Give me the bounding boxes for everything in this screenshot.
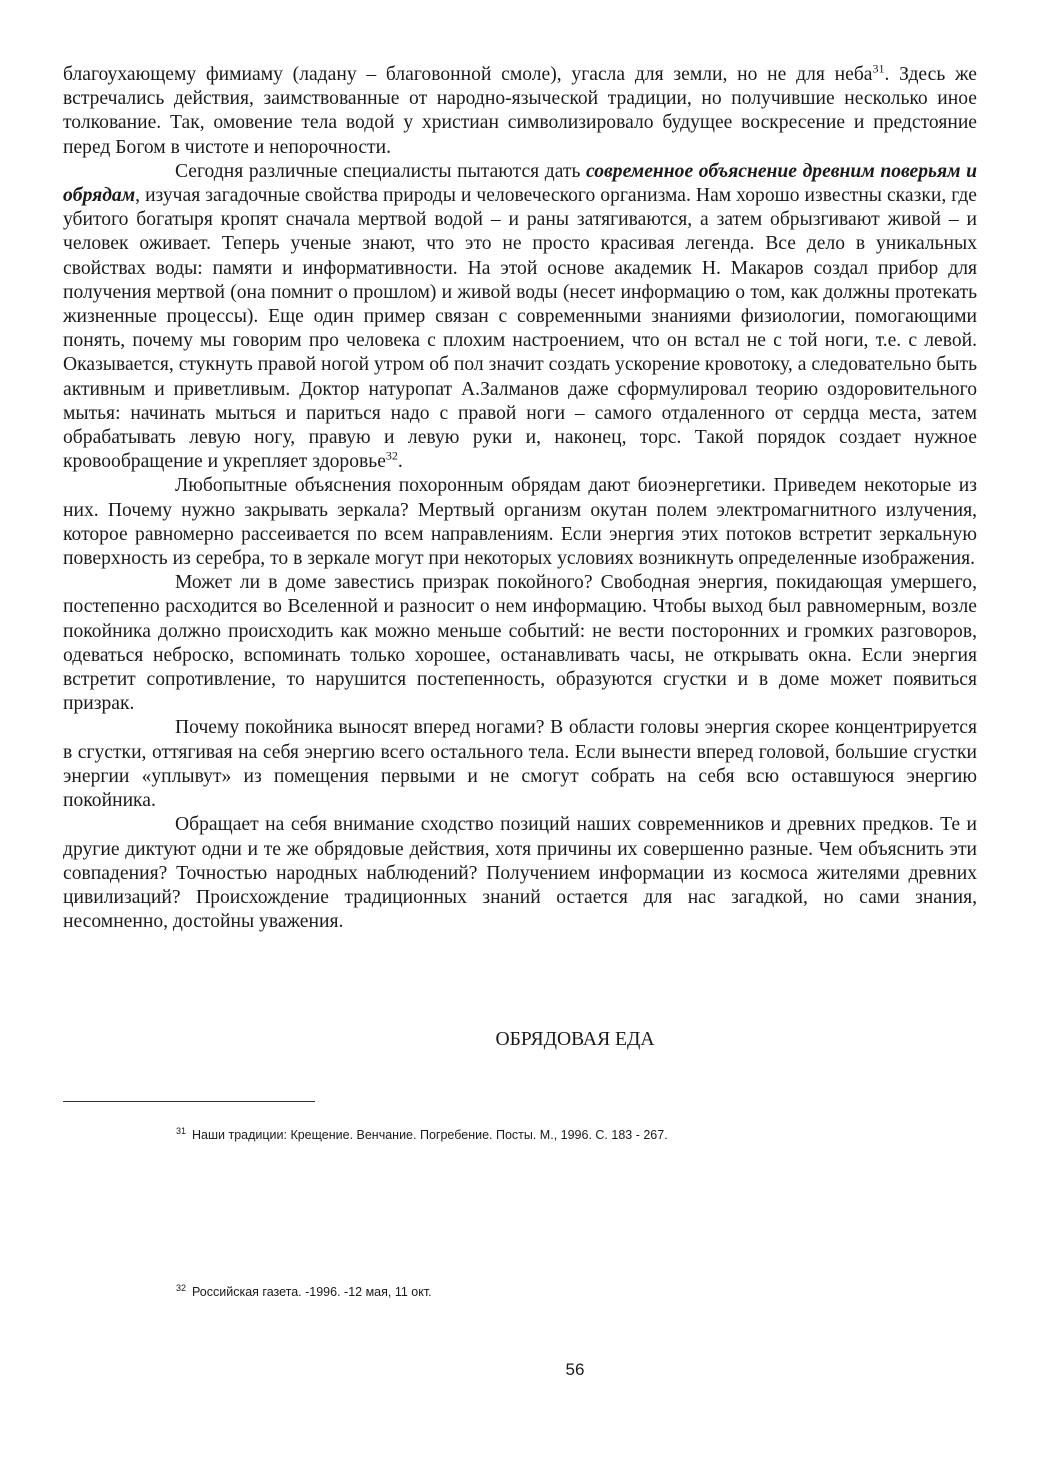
footnote-text: Наши традиции: Крещение. Венчание. Погребение. Посты. М., 1996. С. 183 - 267. (192, 1128, 668, 1142)
paragraph-4: Может ли в доме завестись призрак покойного? Свободная энергия, покидающая умершего, постепенно расходится во Вселенной и разносит о нем информацию. Чтобы выход был равномерным, возле покойника должно происходить как можно меньше событий: не вести посторонних и громких разговоров, одеваться неброско, вспоминать только хорошее, останавливать часы, не открывать окна. Если энергия встретит сопротивление, то нарушится постепенность, образуются сгустки и в доме может появиться призрак. (63, 572, 977, 715)
section-heading: ОБРЯДОВАЯ ЕДА (495, 1029, 655, 1050)
paragraph-5: Почему покойника выносят вперед ногами? В области головы энергия скорее концентрируется в сгустки, оттягивая на себя энергию всего остального тела. Если вынести вперед головой, большие сгустки энергии «уплывут» из помещения первыми и не смогут собрать на себя всю оставшуюся энергию покойника. (63, 717, 977, 812)
body-text (63, 63, 977, 934)
page-number: 56 (565, 1360, 585, 1379)
footnote-text: Российская газета. -1996. -12 мая, 11 окт. (192, 1285, 432, 1299)
paragraph-6: Обращает на себя внимание сходство позиций наших современников и древних предков. Те и другие диктуют одни и те же обрядовые действия, хотя причины их совершенно разные. Чем объяснить эти совпадения? Точностью народных наблюдений? Получением информации из космоса жителями древних цивилизаций? Происхождение традиционных знаний остается для нас загадкой, но сами знания, несомненно, достойны уважения. (63, 814, 977, 933)
footnote-ref-31[interactable]: 31 (872, 61, 885, 76)
footnote-32 (176, 1284, 432, 1300)
footnote-number: 31 (176, 1125, 187, 1136)
paragraph-2: Сегодня различные специалисты пытаются дать современное объяснение древним поверьям и обрядам, изучая загадочные свойства природы и человеческого организма. Нам хорошо известны сказки, где убитого богатыря кропят сначала мертвой водой – и раны затягиваются, а затем обрызгивают живой – и человек оживает. Теперь ученые знают, что это не просто красивая легенда. Все дело в уникальных свойствах воды: памяти и информативности. На этой основе академик Н. Макаров создал прибор для получения мертвой (она помнит о прошлом) и живой воды (несет информацию о том, как должны протекать жизненные процессы). Еще один пример связан с современными знаниями физиологии, помогающими понять, почему мы говорим про человека с плохим настроением, что он встал не с той ноги, т.е. с левой. Оказывается, стукнуть правой ногой утром об пол значит создать ускорение кровотоку, а следовательно быть активным и приветливым. Доктор натуропат А.Залманов даже сформулировал теорию оздоровительного мытья: начинать мыться и париться надо с правой ноги – самого отдаленного от сердца места, затем обрабатывать левую ногу, правую и левую руки и, наконец, торс. Такой порядок создает нужное кровообращение и укрепляет здоровье$^{32}$. (63, 160, 977, 473)
emphasized-phrase: современное объяснение древним поверьям и обрядам (63, 160, 977, 207)
footnote-31 (176, 1127, 668, 1143)
paragraph-3: Любопытные объяснения похоронным обрядам дают биоэнергетики. Приведем некоторые из них. Почему нужно закрывать зеркала? Мертвый организм окутан полем электромагнитного излучения, которое равномерно рассеивается по всем направлениям. Если энергия этих потоков встретит зеркальную поверхность из серебра, то в зеркале могут при некоторых условиях возникнуть определенные изображения. (63, 475, 977, 570)
footnote-separator (63, 1101, 315, 1102)
paragraph-1: благоухающему фимиаму (ладану – благовонной смоле), угасла для земли, но не для неба$^{31}$. Здесь же встречались действия, заимствованные от народно-языческой традиции, но получившие несколько иное толкование. Так, омовение тела водой у христиан символизировало будущее воскресение и предстояние перед Богом в чистоте и непорочности. (63, 61, 977, 158)
footnote-ref-32[interactable]: 32 (385, 448, 398, 463)
footnote-number: 32 (176, 1282, 187, 1293)
